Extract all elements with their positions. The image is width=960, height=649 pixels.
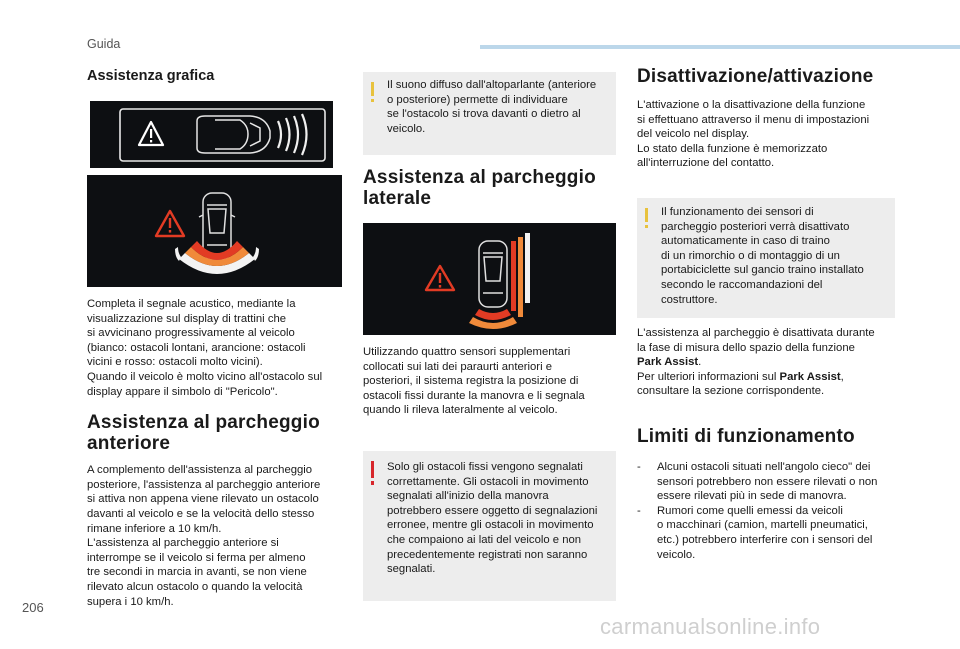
text-line: si effettuano attraverso il menu di impostazioni bbox=[637, 113, 870, 126]
graphic-assist-text bbox=[87, 297, 342, 399]
text-line: (bianco: ostacoli lontani, arancione: ostacoli bbox=[87, 341, 306, 354]
text-line: se l'ostacolo si trova davanti o dietro al bbox=[387, 108, 581, 121]
info-note-towing bbox=[637, 198, 895, 318]
text-line: Completa il segnale acustico, mediante la bbox=[87, 298, 296, 310]
title-line: Assistenza al parcheggio bbox=[87, 412, 320, 434]
text-line: automaticamente in caso di traino bbox=[661, 235, 830, 248]
display-graphic-side bbox=[363, 223, 616, 335]
text-line: collocati sui lati dei paraurti anteriori e bbox=[363, 360, 553, 373]
text-line: erronee, mentre gli ostacoli in movimento bbox=[387, 519, 594, 532]
header-accent-bar bbox=[480, 45, 960, 49]
text-line: precedentemente registrati non saranno bbox=[387, 548, 588, 561]
column-2 bbox=[363, 72, 616, 601]
text-line: Quando il veicolo è molto vicino all'ostacolo sul bbox=[87, 370, 323, 383]
danger-triangle-icon bbox=[426, 266, 454, 290]
display-graphic-front bbox=[90, 101, 333, 168]
text-line: Rumori come quelli emessi da veicoli bbox=[657, 504, 843, 517]
text-line: rimane inferiore a 10 km/h. bbox=[87, 522, 222, 535]
text-line: quando li rileva lateralmente al veicolo. bbox=[363, 404, 558, 417]
text-line: etc.) potrebbero interferire con i sensori del bbox=[657, 533, 873, 546]
graphic-assist-title: Assistenza grafica bbox=[87, 68, 215, 84]
limits-title: Limiti di funzionamento bbox=[637, 425, 855, 447]
text-line: o macchinari (camion, martelli pneumatici, bbox=[657, 519, 868, 532]
text-line: davanti al veicolo e se la velocità dello stesso bbox=[87, 507, 315, 520]
text-line: di un rimorchio o di montaggio di un bbox=[661, 249, 840, 262]
list-dash: - bbox=[637, 460, 641, 473]
text-line: Utilizzando quattro sensori supplementari bbox=[363, 346, 571, 358]
info-marker-icon bbox=[371, 82, 374, 96]
list-item bbox=[637, 504, 895, 562]
text-line: sensori potrebbero non essere rilevati o non bbox=[657, 475, 878, 488]
warning-marker-icon bbox=[371, 461, 374, 478]
warning-triangle-icon bbox=[139, 122, 163, 145]
text-span: Per ulteriori informazioni sul bbox=[637, 370, 780, 383]
front-assist-text bbox=[87, 463, 342, 609]
text-line: display appare il simbolo di "Pericolo". bbox=[87, 385, 278, 398]
list-item bbox=[637, 460, 895, 504]
text-line: ostacoli fissi durante la manovra e li segnala bbox=[363, 389, 585, 402]
display-graphic-rear bbox=[87, 175, 342, 287]
title-line: anteriore bbox=[87, 433, 171, 455]
info-note-speaker bbox=[363, 72, 616, 155]
front-assist-title bbox=[87, 412, 342, 454]
park-assist-link: Park Assist bbox=[637, 356, 699, 369]
text-line: tre secondi in marcia in avanti, se non viene bbox=[87, 566, 307, 579]
text-line: L'assistenza al parcheggio anteriore si bbox=[87, 537, 279, 550]
column-1 bbox=[87, 68, 342, 609]
text-line: Lo stato della funzione è memorizzato bbox=[637, 142, 828, 155]
car-top-view-icon bbox=[197, 116, 270, 153]
park-assist-link: Park Assist bbox=[779, 370, 841, 383]
section-label: Guida bbox=[87, 37, 121, 51]
punctuation: . bbox=[698, 356, 702, 369]
text-line: segnalati. bbox=[387, 563, 436, 576]
text-line: costruttore. bbox=[661, 293, 718, 306]
text-line: essere rilevati più in sede di manovra. bbox=[657, 490, 847, 503]
text-line: potrebbero essere oggetto di segnalazioni bbox=[387, 504, 598, 517]
deactivation-title: Disattivazione/attivazione bbox=[637, 66, 874, 87]
text-line: correttamente. Gli ostacoli in movimento bbox=[387, 475, 589, 488]
rear-sensor-illustration bbox=[87, 175, 342, 287]
text-line: segnalati all'inizio della manovra bbox=[387, 490, 549, 503]
info-marker-icon bbox=[645, 208, 648, 222]
text-line: visualizzazione sul display di trattini che bbox=[87, 312, 287, 325]
front-sensor-illustration bbox=[90, 101, 333, 168]
text-line: A complemento dell'assistenza al parcheggio bbox=[87, 464, 313, 477]
limits-list bbox=[637, 460, 895, 562]
text-line: veicolo. bbox=[657, 548, 696, 561]
text-line: del veicolo nel display. bbox=[637, 128, 750, 141]
column-3 bbox=[637, 66, 895, 562]
text-line bbox=[637, 355, 895, 370]
text-line: veicolo. bbox=[387, 122, 426, 135]
text-line: portabiciclette sul gancio traino installato bbox=[661, 264, 864, 277]
side-assist-text bbox=[363, 345, 616, 418]
rear-sensor-zones bbox=[175, 241, 259, 274]
text-line: si avvicinano progressivamente al veicolo bbox=[87, 327, 295, 340]
title-line: Assistenza al parcheggio bbox=[363, 167, 596, 188]
text-line: parcheggio posteriori verrà disattivato bbox=[661, 220, 850, 233]
text-line: si attiva non appena viene rilevato un ostacolo bbox=[87, 493, 319, 506]
text-line: supera i 10 km/h. bbox=[87, 595, 174, 608]
front-sensor-arcs bbox=[278, 114, 307, 155]
text-line: L'assistenza al parcheggio è disattivata durante bbox=[637, 326, 875, 339]
list-dash: - bbox=[637, 504, 641, 517]
text-line: L'attivazione o la disattivazione della funzione bbox=[637, 99, 866, 111]
watermark-text: carmanualsonline.info bbox=[600, 614, 821, 639]
text-line: rilevato alcun ostacolo o quando la velocità bbox=[87, 580, 303, 593]
car-top-view-icon bbox=[479, 241, 507, 307]
page-number: 206 bbox=[22, 600, 44, 615]
text-line: che compaiono ai lati del veicolo e non bbox=[387, 533, 582, 546]
text-line: vicini e rosso: ostacoli molto vicini). bbox=[87, 356, 263, 369]
text-line: Solo gli ostacoli fissi vengono segnalati bbox=[387, 460, 583, 473]
punctuation: , bbox=[840, 370, 844, 383]
text-line: posteriori, il sistema registra la posizione di bbox=[363, 375, 579, 388]
text-line: o posteriore) permette di individuare bbox=[387, 93, 568, 106]
danger-triangle-icon bbox=[156, 211, 184, 236]
text-line: secondo le raccomandazioni del bbox=[661, 278, 823, 291]
text-line: Il funzionamento dei sensori di bbox=[661, 205, 814, 218]
text-line: consultare la sezione corrispondente. bbox=[637, 385, 825, 398]
text-line: all'interruzione del contatto. bbox=[637, 157, 775, 170]
text-line: posteriore, l'assistenza al parcheggio anteriore bbox=[87, 478, 321, 491]
text-line: la fase di misura dello spazio della funzione bbox=[637, 341, 855, 354]
park-assist-text bbox=[637, 326, 895, 399]
side-assist-title bbox=[363, 167, 616, 209]
text-line: interrompe se il veicolo si ferma per almeno bbox=[87, 551, 306, 564]
deactivation-text bbox=[637, 98, 895, 171]
text-line: Il suono diffuso dall'altoparlante (anteriore bbox=[387, 79, 597, 91]
text-line bbox=[637, 370, 895, 385]
title-line: laterale bbox=[363, 188, 432, 209]
text-line: Alcuni ostacoli situati nell'angolo cieco" dei bbox=[657, 460, 871, 473]
side-sensor-illustration bbox=[363, 223, 616, 335]
warning-note-moving-obstacles bbox=[363, 451, 616, 601]
